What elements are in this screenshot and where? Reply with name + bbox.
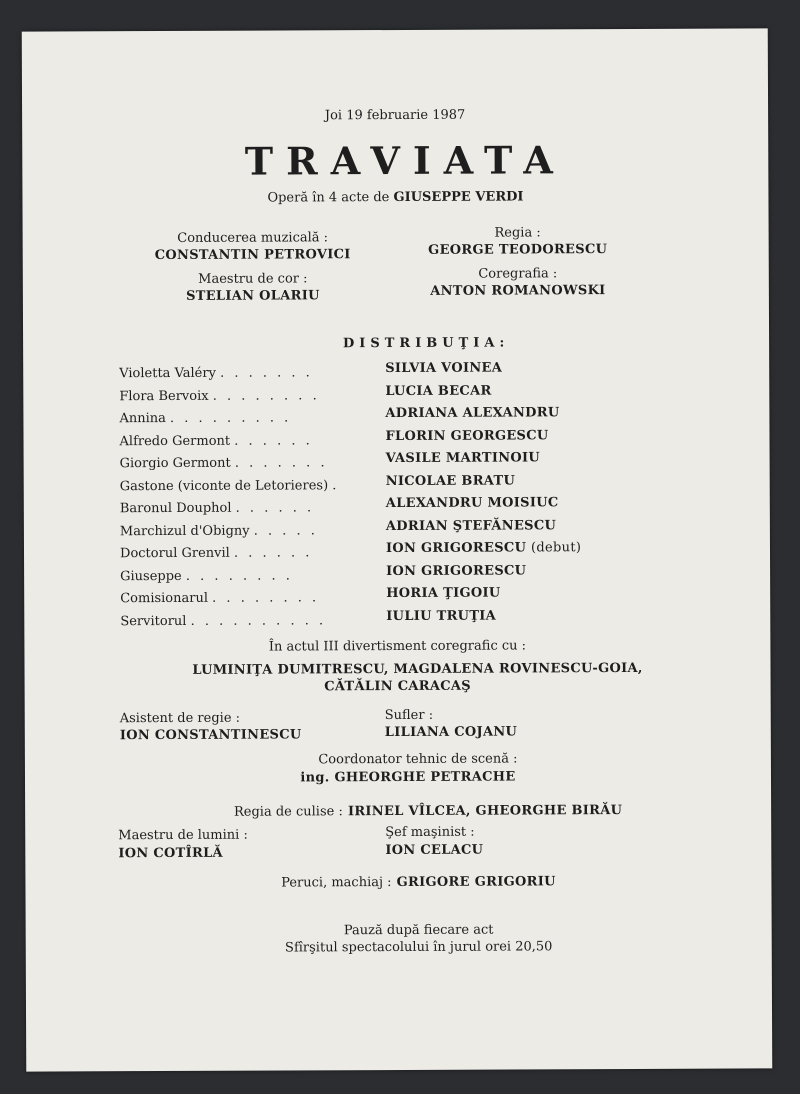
makeup-label: Peruci, machiaj : [281,875,392,891]
cast-role: Violetta Valéry . . . . . . . [119,365,313,382]
cast-role: Marchizul d'Obigny . . . . . [119,523,318,540]
cast-singer: ADRIANA ALEXANDRU [385,405,560,422]
tech-coordinator-label: Coordonator tehnic de scenă : [318,751,518,768]
chorus-master-label: Maestru de cor : [198,271,308,287]
prompter-name: LILIANA COJANU [384,724,518,741]
makeup-credit [25,869,791,891]
asst-director-label: Asistent de regie : [119,710,241,727]
machinist-name: ION CELACU [385,842,484,859]
cast-role: Servitorul . . . . . . . . . . [120,613,327,630]
cast-role: Gastone (viconte de Letorieres) . [119,478,340,495]
cast-role: Baronul Douphol . . . . . . [119,500,315,517]
cast-singer: ALEXANDRU MOISIUC [385,495,559,512]
debut-note: (debut) [531,540,582,556]
divertisment-dancers-2: CĂTĂLIN CARACAŞ [324,678,472,695]
divertisment-dancers-1: LUMINIŢA DUMITRESCU, MAGDALENA ROVINESCU-GOIA, [192,660,643,678]
cast-singer: SILVIA VOINEA [385,360,503,377]
chorus-master-name: STELIAN OLARIU [186,288,320,304]
director-name: GEORGE TEODORESCU [428,242,608,258]
cast-singer: HORIA ŢIGOIU [386,585,501,602]
intermission-note: Pauză după fiecare act [343,922,494,939]
cast-singer: IULIU TRUŢIA [386,608,497,625]
cast-singer: VASILE MARTINOIU [385,450,541,467]
cast-singer: ION GRIGORESCU (debut) [385,540,582,557]
cast-role: Doctorul Grenvil . . . . . . [119,545,313,562]
backstage-direction [25,798,800,820]
cast-singer: NICOLAE BRATU [385,473,516,490]
cast-role: Giorgio Germont . . . . . . . [119,455,328,472]
prompter-label: Sufler : [384,707,434,724]
cast-role: Comisionarul . . . . . . . . [120,590,320,607]
cast-singer: LUCIA BECAR [385,383,492,400]
lights-master-label: Maestru de lumini : [118,827,248,844]
conductor-name: CONSTANTIN PETROVICI [154,247,351,264]
subtitle-prefix: Operă în 4 acte de [267,190,390,206]
choreography-label: Coregrafia : [478,266,558,282]
asst-director-name: ION CONSTANTINESCU [119,727,302,744]
backstage-label: Regia de culise : [233,804,343,820]
director-label: Regia : [494,225,541,241]
opera-subtitle [22,188,768,206]
makeup-name: GRIGORE GRIGORIU [396,874,556,891]
cast-role: Annina . . . . . . . . . [119,410,292,427]
cast-singer: ADRIAN ŞTEFĂNESCU [385,518,557,535]
cast-role: Flora Bervoix . . . . . . . . [119,388,320,405]
cast-heading: DISTRIBUŢIA: [342,335,510,352]
lights-master-name: ION COTÎRLĂ [118,845,223,862]
performance-date: Joi 19 februarie 1987 [324,107,466,124]
conductor-label: Conducerea muzicală : [177,230,329,246]
end-time-note: Sfîrşitul spectacolului în jurul orei 20,50 [284,939,553,956]
tech-coordinator-name: ing. GHEORGHE PETRACHE [300,769,516,786]
opera-title: TRAVIATA [244,137,566,184]
cast-singer: FLORIN GEORGESCU [385,428,549,445]
composer-name: GIUSEPPE VERDI [393,189,524,206]
choreography-name: ANTON ROMANOWSKI [430,283,606,299]
cast-role: Alfredo Germont . . . . . . [119,433,313,450]
program-sheet [22,28,773,1071]
cast-singer: ION GRIGORESCU [386,563,527,580]
backstage-names: IRINEL VÎLCEA, GHEORGHE BIRĂU [347,803,623,820]
machinist-label: Şef maşinist : [385,824,475,841]
divertisment-label: În actul III divertisment coregrafic cu : [268,638,527,655]
cast-role: Giuseppe . . . . . . . . [120,568,293,585]
